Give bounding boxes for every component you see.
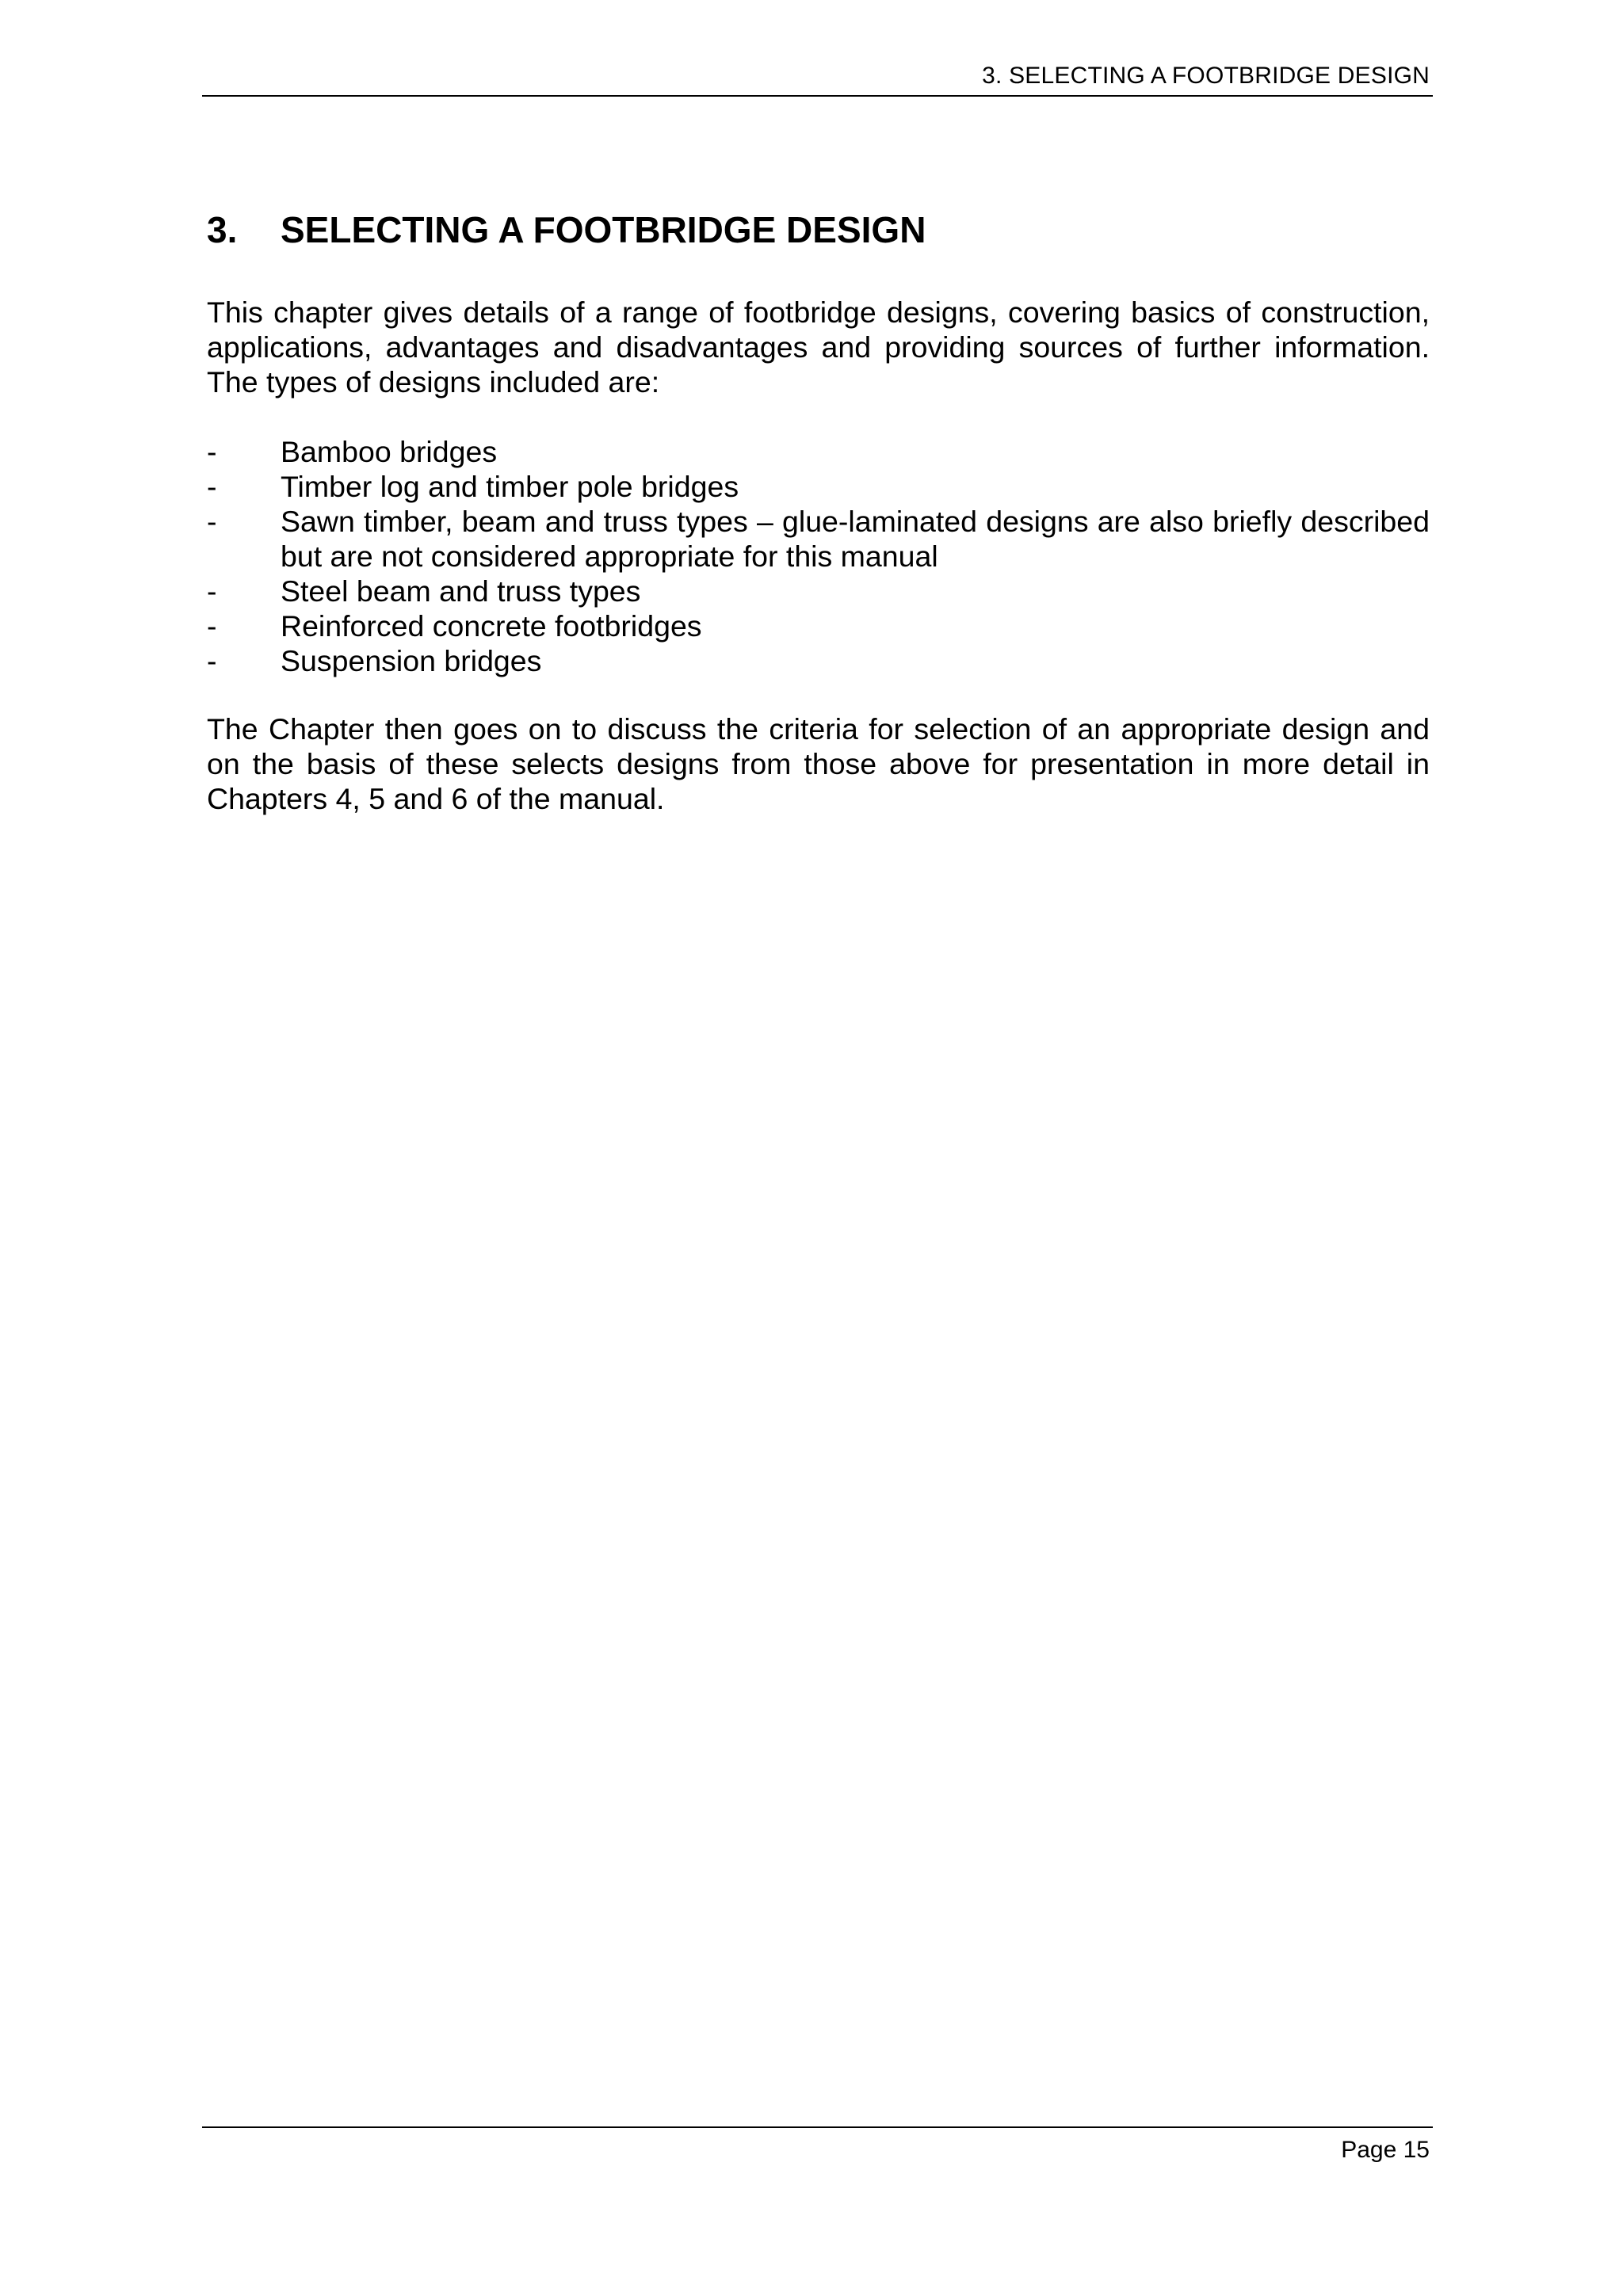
- running-title: 3. SELECTING A FOOTBRIDGE DESIGN: [982, 63, 1430, 89]
- page-header: [202, 62, 1433, 97]
- page-number: Page 15: [1341, 2137, 1430, 2163]
- list-item-text: Steel beam and truss types: [281, 574, 641, 608]
- list-dash: -: [207, 470, 217, 503]
- list-item: [207, 434, 1430, 469]
- list-dash: -: [207, 505, 217, 538]
- list-item-text: Sawn timber, beam and truss types – glue-laminated designs are also briefly described but are not considered appropriate for this manual: [281, 505, 1430, 573]
- chapter-title: SELECTING A FOOTBRIDGE DESIGN: [281, 209, 926, 250]
- list-item-text: Timber log and timber pole bridges: [281, 470, 739, 503]
- list-item: [207, 504, 1430, 574]
- list-item-text: Bamboo bridges: [281, 435, 498, 468]
- list-item-text: Suspension bridges: [281, 644, 542, 677]
- design-types-list: [207, 434, 1430, 678]
- page-footer: [202, 2126, 1433, 2163]
- chapter-heading: [207, 208, 926, 252]
- list-item: [207, 608, 1430, 643]
- intro-paragraph: This chapter gives details of a range of footbridge designs, covering basics of construction, applications, advantages and disadvantages and providing sources of further information. The types of designs included are:: [207, 296, 1430, 399]
- closing-paragraph: The Chapter then goes on to discuss the criteria for selection of an appropriate design and on the basis of these selects designs from those above for presentation in more detail in Chapters 4, 5 and 6 of the manual.: [207, 712, 1430, 815]
- list-item: [207, 574, 1430, 608]
- list-dash: -: [207, 435, 217, 468]
- list-item-text: Reinforced concrete footbridges: [281, 609, 702, 643]
- list-item: [207, 469, 1430, 504]
- chapter-number: 3.: [207, 209, 238, 250]
- list-item: [207, 643, 1430, 678]
- list-dash: -: [207, 644, 217, 677]
- list-dash: -: [207, 574, 217, 608]
- list-dash: -: [207, 609, 217, 643]
